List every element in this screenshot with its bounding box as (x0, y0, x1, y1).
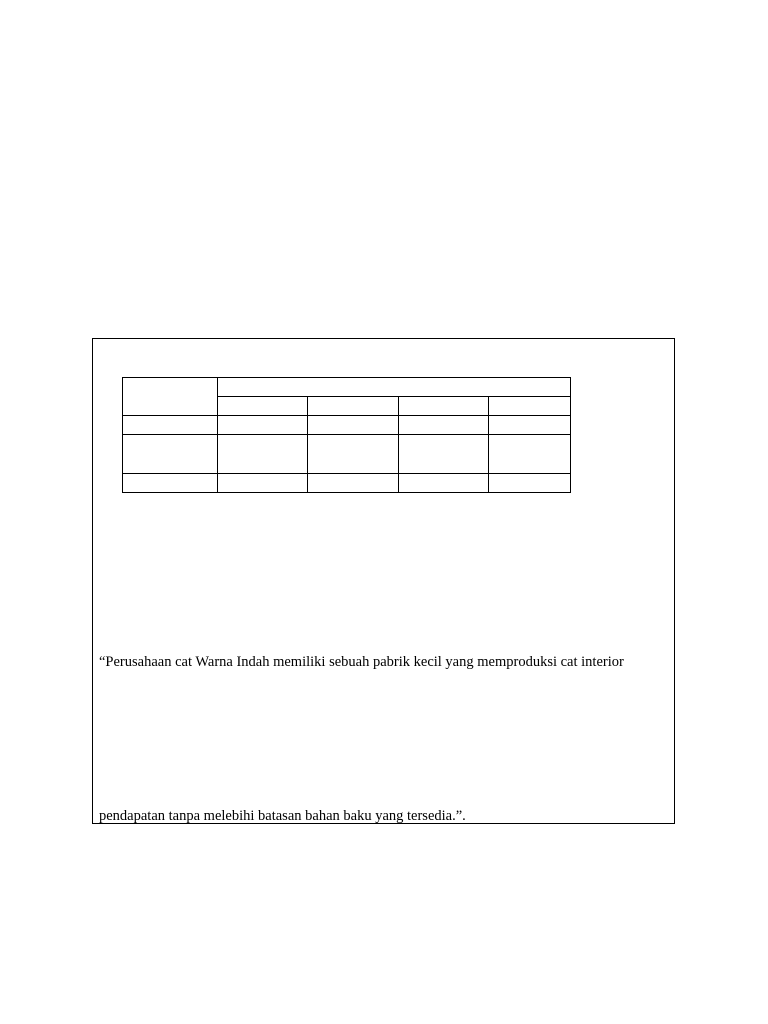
paragraph-line-2: pendapatan tanpa melebihi batasan bahan baku yang tersedia.”. (99, 808, 466, 824)
table-cell (308, 435, 399, 474)
table-row (123, 474, 571, 493)
table-cell (123, 416, 218, 435)
table-cell (218, 435, 308, 474)
table-cell (489, 416, 571, 435)
table-cell (123, 435, 218, 474)
table-header-row (123, 378, 571, 397)
table-row (123, 416, 571, 435)
table-row (123, 435, 571, 474)
table-cell (489, 435, 571, 474)
table-cell (123, 474, 218, 493)
table-subheader-cell (399, 397, 489, 416)
data-table (122, 377, 571, 493)
table-cell (218, 416, 308, 435)
table-cell (308, 416, 399, 435)
document-frame (92, 338, 675, 824)
table-cell (218, 474, 308, 493)
table-cell (308, 474, 399, 493)
table-cell (399, 474, 489, 493)
table-cell (399, 416, 489, 435)
table-header-cell-group (218, 378, 571, 397)
table-header-cell-row-label (123, 378, 218, 416)
table-cell (399, 435, 489, 474)
paragraph-line-1: “Perusahaan cat Warna Indah memiliki sebuah pabrik kecil yang memproduksi cat interior (99, 654, 624, 670)
table-subheader-cell (308, 397, 399, 416)
table-subheader-cell (489, 397, 571, 416)
table-subheader-cell (218, 397, 308, 416)
table-cell (489, 474, 571, 493)
